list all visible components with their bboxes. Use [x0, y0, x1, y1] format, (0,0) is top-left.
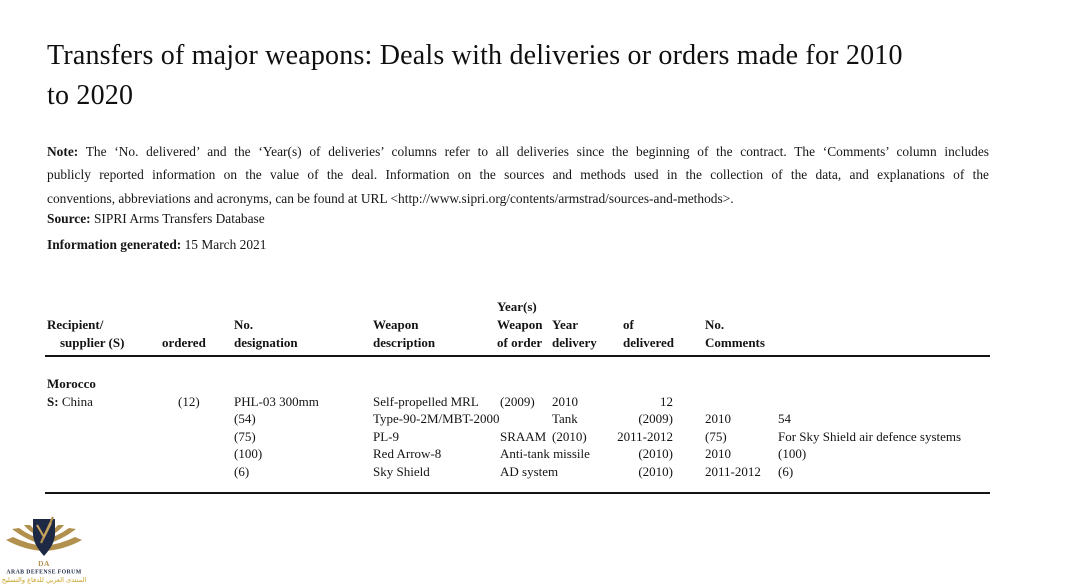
- header-years-weapon-of-order: Weapon: [497, 317, 543, 332]
- table-cell: AD system: [500, 463, 559, 479]
- supplier-prefix: S:: [47, 393, 59, 409]
- table-cell: 2011-2012: [617, 428, 673, 444]
- source-line: [47, 211, 265, 227]
- logo-name: ARAB DEFENSE FORUM: [6, 569, 82, 576]
- source-value: SIPRI Arms Transfers Database: [90, 211, 265, 226]
- header-years-weapon-of-order: Year(s): [497, 299, 537, 314]
- header-years-weapon-of-order: of order: [497, 335, 543, 350]
- table-cell: Tank: [552, 411, 578, 426]
- table-cell: Anti-tank missile: [500, 446, 590, 461]
- table-cell: Type-90-2M/MBT-2000: [373, 411, 500, 426]
- logo-monogram: DA: [38, 559, 50, 568]
- header-no-designation: No.: [234, 317, 254, 332]
- table-cell: (2010): [638, 446, 673, 461]
- note-line: [47, 140, 989, 163]
- information-generated-label: Information generated:: [47, 237, 182, 252]
- header-no-designation: designation: [234, 335, 298, 350]
- header-of-delivered: delivered: [623, 335, 675, 350]
- table-cell: PL-9: [373, 428, 399, 444]
- table-cell: (54): [234, 411, 256, 426]
- table-header-rule: [45, 355, 990, 357]
- information-generated-value: 15 March 2021: [181, 237, 267, 252]
- header-no-comments: No.: [705, 317, 725, 332]
- table-cell: S: China: [47, 393, 93, 409]
- logo-arabic-name: المنتدى العربي للدفاع والتسليح: [1, 576, 87, 584]
- table-cell: For Sky Shield air defence systems: [778, 428, 962, 444]
- header-ordered: ordered: [162, 335, 206, 350]
- table-cell: (6): [778, 463, 794, 479]
- table-cell: (75): [705, 428, 727, 444]
- header-weapon-description: description: [373, 335, 436, 350]
- table-cell: 12: [660, 393, 673, 409]
- table-bottom-rule: [45, 492, 990, 494]
- page-title-line-1: Transfers of major weapons: Deals with deliveries or orders made for 2010: [47, 40, 903, 71]
- table-cell: (2010): [638, 463, 673, 479]
- header-weapon-description: Weapon: [373, 317, 419, 332]
- table-cell: 2011-2012: [705, 463, 761, 479]
- table-cell: Morocco: [47, 376, 96, 391]
- header-no-comments: Comments: [705, 335, 765, 350]
- table-cell: (2009): [500, 393, 535, 409]
- adf-emblem-icon: [0, 516, 110, 586]
- header-year-delivery: delivery: [552, 335, 597, 350]
- header-of-delivered: of: [623, 317, 634, 332]
- table-cell: PHL-03 300mm: [234, 393, 319, 409]
- table-cell: 2010: [552, 393, 578, 409]
- header-recipient-supplier: Recipient/: [47, 317, 104, 332]
- source-label: Source:: [47, 211, 91, 226]
- table-cell: (100): [778, 446, 807, 461]
- note-label: Note:: [47, 144, 79, 159]
- information-generated-line: [47, 237, 266, 253]
- table-cell: Self-propelled MRL: [373, 393, 479, 409]
- arms-transfers-table: [45, 285, 990, 497]
- table-cell: (2010): [552, 428, 587, 444]
- table-cell: (6): [234, 463, 250, 479]
- table-cell: Red Arrow-8: [373, 446, 442, 461]
- table-cell: 2010: [705, 446, 731, 461]
- table-cell: (75): [234, 428, 256, 444]
- table-cell: Sky Shield: [373, 463, 430, 479]
- note-line: conventions, abbreviations and acronyms, can be found at URL <http://www.sipri.org/contents/armstrad/sources-and-methods>.: [47, 190, 734, 206]
- table-cell: SRAAM: [500, 428, 547, 444]
- table-cell: (100): [234, 446, 263, 461]
- note-paragraph: [47, 140, 989, 210]
- table-cell: 54: [778, 411, 791, 426]
- page-title: [47, 36, 1037, 115]
- table-cell: (12): [178, 393, 200, 409]
- table-cell: 2010: [705, 411, 731, 426]
- page-title-line-2: to 2020: [47, 79, 134, 111]
- header-recipient-supplier: supplier (S): [60, 335, 125, 350]
- header-year-delivery: Year: [552, 317, 578, 332]
- note-line: publicly reported information on the value of the deal. Information on the sources and methods used in the collection of the data, and explanations of the: [47, 167, 989, 183]
- arab-defense-forum-logo: [0, 516, 110, 586]
- table-cell: (2009): [638, 411, 673, 426]
- note-text: The ‘No. delivered’ and the ‘Year(s) of deliveries’ columns refer to all deliveries since the beginning of the contract. The ‘Comments’ column includes: [78, 144, 989, 159]
